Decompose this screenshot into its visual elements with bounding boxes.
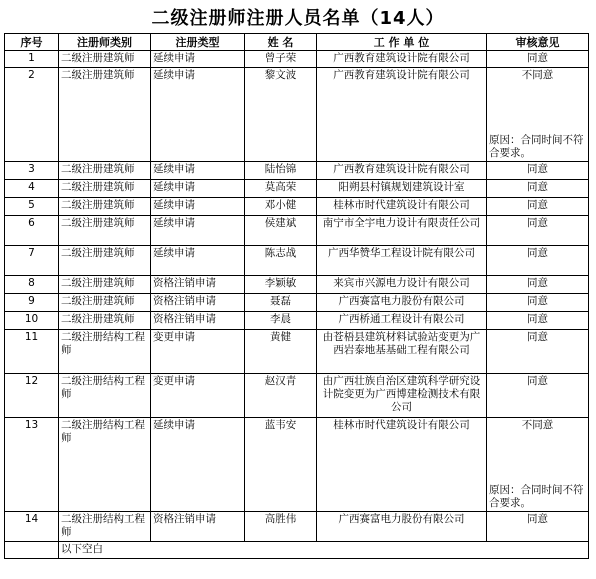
row-number-text: 5 <box>28 199 35 211</box>
row-name <box>245 312 317 330</box>
row-unit <box>317 180 487 198</box>
row-category <box>59 374 151 418</box>
row-name-text: 陆怡锦 <box>264 163 297 175</box>
row-category-text: 二级注册建筑师 <box>61 295 135 307</box>
row-opinion-reason: 原因：合同时间不符合要求。 <box>489 484 584 509</box>
row-number <box>5 294 59 312</box>
row-opinion <box>487 246 589 276</box>
row-name <box>245 374 317 418</box>
table-row <box>5 51 589 68</box>
footer-note: 以下空白 <box>59 542 589 559</box>
row-type-text: 延续申请 <box>153 69 195 81</box>
row-type-text: 延续申请 <box>153 181 195 193</box>
row-name <box>245 418 317 512</box>
row-number <box>5 276 59 294</box>
row-unit <box>317 276 487 294</box>
row-unit <box>317 418 487 512</box>
row-type <box>151 216 245 246</box>
row-name <box>245 51 317 68</box>
table-row <box>5 374 589 418</box>
row-name <box>245 294 317 312</box>
row-type <box>151 312 245 330</box>
row-number-text: 6 <box>28 217 35 229</box>
row-number <box>5 180 59 198</box>
row-name <box>245 246 317 276</box>
row-number-text: 1 <box>28 52 35 64</box>
row-opinion-text: 同意 <box>527 513 548 525</box>
row-category <box>59 330 151 374</box>
table-header-row <box>5 34 589 51</box>
row-type <box>151 330 245 374</box>
row-number-text: 13 <box>24 419 39 431</box>
row-unit <box>317 68 487 162</box>
row-name-text: 莫高荣 <box>264 181 297 193</box>
row-category-text: 二级注册建筑师 <box>61 163 135 175</box>
table-row <box>5 512 589 542</box>
row-opinion-text: 不同意 <box>521 69 554 81</box>
row-opinion-text: 同意 <box>527 295 548 307</box>
document-title: 二级注册师注册人员名单（14人） <box>151 8 445 29</box>
row-unit <box>317 216 487 246</box>
row-name <box>245 216 317 246</box>
row-type <box>151 68 245 162</box>
row-type-text: 资格注销申请 <box>153 277 216 289</box>
row-type <box>151 418 245 512</box>
row-unit-text: 桂林市时代建筑设计有限公司 <box>333 419 470 431</box>
row-number-text: 7 <box>28 247 35 259</box>
row-type <box>151 276 245 294</box>
row-number-text: 10 <box>24 313 39 325</box>
row-name-text: 李颖敏 <box>264 277 297 289</box>
row-unit-text: 由苍梧县建筑材料试验站变更为广西岩泰地基基础工程有限公司 <box>322 331 481 356</box>
row-category-text: 二级注册建筑师 <box>61 69 135 81</box>
header-no: 序号 <box>5 34 59 51</box>
table-row <box>5 418 589 512</box>
table-row <box>5 68 589 162</box>
row-type <box>151 162 245 180</box>
row-opinion <box>487 330 589 374</box>
row-category <box>59 276 151 294</box>
row-unit-text: 广西赛富电力股份有限公司 <box>338 295 465 307</box>
row-number <box>5 198 59 216</box>
row-name <box>245 68 317 162</box>
table-row <box>5 180 589 198</box>
row-number <box>5 330 59 374</box>
row-opinion <box>487 312 589 330</box>
row-type <box>151 512 245 542</box>
row-number <box>5 512 59 542</box>
row-opinion-text: 同意 <box>527 331 548 343</box>
header-category: 注册师类别 <box>59 34 151 51</box>
table-row <box>5 312 589 330</box>
row-category-text: 二级注册结构工程师 <box>61 419 145 444</box>
row-number-text: 14 <box>24 513 39 525</box>
row-opinion-text: 同意 <box>527 247 548 259</box>
table-row <box>5 162 589 180</box>
row-type <box>151 198 245 216</box>
row-opinion <box>487 68 589 162</box>
row-opinion <box>487 512 589 542</box>
header-name: 姓 名 <box>245 34 317 51</box>
row-name <box>245 276 317 294</box>
row-name-text: 赵汉青 <box>264 375 297 387</box>
row-name-text: 聂磊 <box>270 295 291 307</box>
row-category <box>59 418 151 512</box>
row-opinion <box>487 374 589 418</box>
row-name-text: 邓小健 <box>264 199 297 211</box>
row-name-text: 黄健 <box>270 331 291 343</box>
row-category-text: 二级注册建筑师 <box>61 52 135 64</box>
row-category-text: 二级注册建筑师 <box>61 181 135 193</box>
header-type: 注册类型 <box>151 34 245 51</box>
row-unit <box>317 246 487 276</box>
row-unit-text: 广西教育建筑设计院有限公司 <box>333 69 470 81</box>
row-type-text: 延续申请 <box>153 163 195 175</box>
row-category <box>59 312 151 330</box>
row-number-text: 3 <box>28 163 35 175</box>
row-number-text: 4 <box>28 181 35 193</box>
row-category-text: 二级注册结构工程师 <box>61 375 145 400</box>
row-category-text: 二级注册建筑师 <box>61 313 135 325</box>
row-unit-text: 广西桥通工程设计有限公司 <box>338 313 465 325</box>
row-number-text: 12 <box>24 375 39 387</box>
row-number-text: 11 <box>24 331 39 343</box>
row-opinion-text: 同意 <box>527 181 548 193</box>
row-name-text: 李晨 <box>270 313 291 325</box>
row-name <box>245 198 317 216</box>
row-opinion-text: 同意 <box>527 313 548 325</box>
row-unit-text: 广西教育建筑设计院有限公司 <box>333 163 470 175</box>
row-opinion-text: 同意 <box>527 217 548 229</box>
row-number <box>5 418 59 512</box>
row-number <box>5 68 59 162</box>
table-row <box>5 276 589 294</box>
row-number-text: 9 <box>28 295 35 307</box>
row-opinion-text: 同意 <box>527 163 548 175</box>
row-type <box>151 180 245 198</box>
row-name <box>245 180 317 198</box>
row-category <box>59 246 151 276</box>
row-unit-text: 广西华赞华工程设计院有限公司 <box>328 247 475 259</box>
row-type <box>151 374 245 418</box>
row-number <box>5 374 59 418</box>
row-category-text: 二级注册建筑师 <box>61 199 135 211</box>
row-type <box>151 51 245 68</box>
row-type-text: 变更申请 <box>153 375 195 387</box>
row-number <box>5 51 59 68</box>
row-name <box>245 512 317 542</box>
row-category <box>59 51 151 68</box>
row-category <box>59 198 151 216</box>
table-row <box>5 294 589 312</box>
row-opinion-text: 同意 <box>527 375 548 387</box>
row-unit <box>317 312 487 330</box>
row-opinion-text: 同意 <box>527 277 548 289</box>
row-type <box>151 246 245 276</box>
row-number <box>5 246 59 276</box>
row-name-text: 黎文波 <box>264 69 297 81</box>
table-row <box>5 198 589 216</box>
table-row <box>5 246 589 276</box>
row-number-text: 8 <box>28 277 35 289</box>
row-type-text: 延续申请 <box>153 419 195 431</box>
footer-empty-cell <box>5 542 59 559</box>
row-unit-text: 阳朔县村镇规划建筑设计室 <box>338 181 465 193</box>
row-opinion <box>487 418 589 512</box>
row-unit-text: 桂林市时代建筑设计有限公司 <box>333 199 470 211</box>
row-type-text: 资格注销申请 <box>153 313 216 325</box>
table-row <box>5 216 589 246</box>
row-type-text: 资格注销申请 <box>153 295 216 307</box>
row-name-text: 侯建斌 <box>264 217 297 229</box>
row-type-text: 延续申请 <box>153 52 195 64</box>
row-category-text: 二级注册建筑师 <box>61 277 135 289</box>
row-unit-text: 南宁市全宇电力设计有限责任公司 <box>322 217 481 229</box>
row-unit <box>317 512 487 542</box>
row-type-text: 延续申请 <box>153 199 195 211</box>
row-type-text: 延续申请 <box>153 217 195 229</box>
row-category <box>59 216 151 246</box>
row-name-text: 蓝韦安 <box>264 419 297 431</box>
row-category <box>59 68 151 162</box>
row-type-text: 延续申请 <box>153 247 195 259</box>
row-opinion <box>487 276 589 294</box>
row-unit <box>317 294 487 312</box>
header-unit: 工 作 单 位 <box>317 34 487 51</box>
row-type-text: 资格注销申请 <box>153 513 216 525</box>
row-opinion <box>487 162 589 180</box>
row-opinion <box>487 198 589 216</box>
row-name <box>245 162 317 180</box>
row-unit <box>317 51 487 68</box>
row-category <box>59 294 151 312</box>
row-opinion <box>487 216 589 246</box>
row-opinion <box>487 51 589 68</box>
row-name-text: 高胜伟 <box>264 513 297 525</box>
row-unit-text: 由广西壮族自治区建筑科学研究设计院变更为广西博建检测技术有限公司 <box>322 375 481 413</box>
row-unit-text: 广西教育建筑设计院有限公司 <box>333 52 470 64</box>
row-unit <box>317 198 487 216</box>
row-category-text: 二级注册建筑师 <box>61 217 135 229</box>
row-category-text: 二级注册结构工程师 <box>61 331 145 356</box>
row-type <box>151 294 245 312</box>
row-unit-text: 广西赛富电力股份有限公司 <box>338 513 465 525</box>
footer-row <box>5 542 589 559</box>
row-name-text: 陈志战 <box>264 247 297 259</box>
row-number-text: 2 <box>28 69 35 81</box>
row-number <box>5 312 59 330</box>
row-category-text: 二级注册建筑师 <box>61 247 135 259</box>
row-category <box>59 512 151 542</box>
row-name <box>245 330 317 374</box>
row-opinion-text: 同意 <box>527 199 548 211</box>
row-unit <box>317 162 487 180</box>
row-opinion <box>487 180 589 198</box>
header-opinion: 审核意见 <box>487 34 589 51</box>
row-name-text: 曾子荣 <box>264 52 297 64</box>
row-category <box>59 162 151 180</box>
table-row <box>5 330 589 374</box>
row-type-text: 变更申请 <box>153 331 195 343</box>
row-opinion-reason: 原因：合同时间不符合要求。 <box>489 134 584 159</box>
registration-table <box>4 33 589 559</box>
row-opinion <box>487 294 589 312</box>
row-category-text: 二级注册结构工程师 <box>61 513 145 538</box>
row-category <box>59 180 151 198</box>
row-unit-text: 来宾市兴源电力设计有限公司 <box>333 277 470 289</box>
row-unit <box>317 374 487 418</box>
row-number <box>5 216 59 246</box>
row-opinion-text: 同意 <box>527 52 548 64</box>
row-number <box>5 162 59 180</box>
row-unit <box>317 330 487 374</box>
row-opinion-text: 不同意 <box>521 419 554 431</box>
